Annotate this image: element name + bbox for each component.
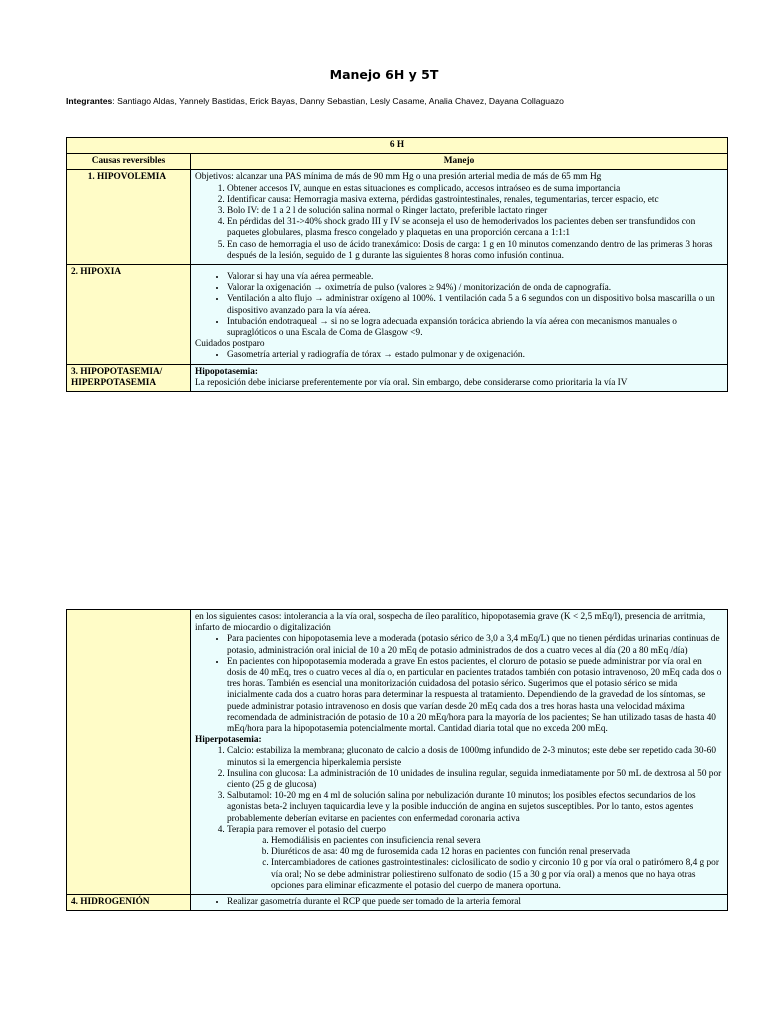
hipoxia-label: 2. HIPOXIA [67,265,191,365]
list-item: • Intubación endotraqueal → si no se logra adecuada expansión torácica abriendo la vía aérea con mecanismos manuales o supraglóticos o una Escala de Coma de Glasgow <9. [227,317,723,339]
table-header: 6 H [67,138,728,154]
list-item: • Valorar la oxigenación → oximetría de pulso (valores ≥ 94%) / monitorización de onda de capnografía. [227,283,723,294]
cell-hipovolemia-management [191,170,728,265]
list-item: • Gasometría arterial y radiografía de tórax → estado pulmonar y de oxigenación. [227,350,723,361]
hipopotasemia-text: La reposición debe iniciarse preferentemente por vía oral. Sin embargo, debe considerarse como prioritaria la vía IV [195,377,628,388]
hipopotasemia-title: Hipopotasemia: [195,366,259,377]
list-item: • Valorar si hay una vía aérea permeable. [227,272,723,283]
list-item: • Ventilación a alto flujo → administrar oxígeno al 100%. 1 ventilación cada 5 a 6 segundos con un dispositivo bolsa mascarilla o un dispositivo avanzado para la vía aérea. [227,294,723,316]
list-item: 3. Salbutamol: 10-20 mg en 4 ml de solución salina por nebulización durante 10 minutos; los posibles efectos secundarios de los agonistas beta-2 incluyen taquicardia leve y la posible inducción de angina en sujetos susceptibles. Por lo tanto, estos agentes probablemente deberían evitarse en pacientes con enfermedad coronaria activa [227,791,723,825]
list-item: 1. Calcio: estabiliza la membrana; gluconato de calcio a dosis de 1000mg infundido de 2-3 minutos; este debe ser repetido cada 30-60 minutos si la emergencia hiperkalemia persiste [227,746,723,768]
list-item: 4. En pérdidas del 31->40% shock grado III y IV se aconseja el uso de hemoderivados los pacientes deben ser transfundidos con paquetes globulares, plasma fresco congelado y plaquetas en una proporción cercana a 1:1:1 [227,217,723,239]
potasio-label: 3. HIPOPOTASEMIA/ HIPERPOTASEMIA [67,364,191,391]
list-item: c. Intercambiadores de cationes gastrointestinales: ciclosilicato de sodio y circonio 10 g por vía oral o patirómero 8,4 g por vía oral; No se debe administrar poliestireno sulfonato de sodio (15 a 30 g por vía oral) a menos que no haya otras opciones para eliminar eficazmente el potasio del cuerpo de manera oportuna. [271,858,723,892]
postparo-label: Cuidados postparo [195,339,265,350]
hipovolemia-label: 1. HIPOVOLEMIA [97,172,186,183]
members-line [66,96,564,106]
cell-hidrogenion-management [191,895,728,911]
page-title: Manejo 6H y 5T [329,67,439,82]
list-item: • En pacientes con hipopotasemia moderada a grave En estos pacientes, el cloruro de potasio se puede administrar por vía oral en dosis de 40 mEq, tres o cuatro veces al día o, en particular en pacientes tratados también con potasio intravenoso, 20 mEq cada dos o tres horas. También es esencial una monitorización cuidadosa del potasio sérico. Sugerimos que el potasio sérico se mida inicialmente cada dos a cuatro horas para determinar la respuesta al tratamiento. Dependiendo de la gravedad de los síntomas, se puede administrar potasio intravenoso en dosis que varían desde 20 mEq cada dos a tres horas hasta una velocidad máxima recomendada de administración de potasio de 10 a 20 mEq/hora para la mayoría de los pacientes; Se han utilizado tasas de hasta 40 mEq/hora para la hipopotasemia potencialmente mortal. Cantidad diaria total que no exceda 200 mEq. [227,657,723,735]
table-row-hidrogenion [67,895,728,911]
table-6h-page1 [66,137,728,392]
list-item: 5. En caso de hemorragia el uso de ácido tranexámico: Dosis de carga: 1 g en 10 minutos comenzando dentro de las primeras 3 horas después de la lesión, seguido de 1 g durante las siguientes 8 horas como infusión continua. [227,240,723,262]
list-item: • Para pacientes con hipopotasemia leve a moderada (potasio sérico de 3,0 a 3,4 mEq/L) que no tienen pérdidas urinarias continuas de potasio, administración oral inicial de 10 a 20 mEq de potasio administrados de dos a cuatro veces al día (20 a 80 mEq /día) [227,634,723,656]
hiperpotasemia-title: Hiperpotasemia: [195,735,262,746]
list-item: 1. Obtener accesos IV, aunque en estas situaciones es complicado, accesos intraóseo es de suma importancia [227,184,723,195]
table-row-hipovolemia [67,170,728,265]
cell-hipoxia-management [191,265,728,365]
table-row-potasio-cont [67,610,728,895]
cell-potasio-management [191,364,728,391]
members-label: Integrantes [66,96,113,106]
cell-potasio-label-empty [67,610,191,895]
list-item: b. Diuréticos de asa: 40 mg de furosemida cada 12 horas en pacientes con función renal preservada [271,847,723,858]
members-names: : Santiago Aldas, Yannely Bastidas, Erick Bayas, Danny Sebastian, Lesly Casame, Analia Chavez, Dayana Collaguazo [112,96,564,106]
list-item: 3. Bolo IV: de 1 a 2 l de solución salina normal o Ringer lactato, preferible lactato ringer [227,206,723,217]
cell-potasio-management-cont [191,610,728,895]
cell-hipovolemia-label [67,170,191,265]
list-item: 2. Identificar causa: Hemorragia masiva externa, pérdidas gastrointestinales, renales, tegumentarias, tercer espacio, etc [227,195,723,206]
column-header-management: Manejo [191,154,728,170]
hipopotasemia-cont: en los siguientes casos: intolerancia a la vía oral, sospecha de íleo paralítico, hipopotasemia grave (K < 2,5 mEq/l), presencia de arritmia, infarto de miocardio o digitalización [195,612,706,634]
list-item: • Realizar gasometría durante el RCP que puede ser tomado de la arteria femoral [227,897,723,908]
hipovolemia-intro: Objetivos: alcanzar una PAS mínima de más de 90 mm Hg o una presión arterial media de más de 65 mm Hg [195,172,602,183]
column-header-causes: Causas reversibles [67,154,191,170]
table-6h-page2 [66,609,728,911]
removal-title: Terapia para remover el potasio del cuerpo [227,824,386,835]
list-item: a. Hemodiálisis en pacientes con insuficiencia renal severa [271,836,723,847]
table-row-potasio [67,364,728,391]
list-item [227,825,723,892]
table-row-hipoxia [67,265,728,365]
list-item: 2. Insulina con glucosa: La administración de 10 unidades de insulina regular, seguida inmediatamente por 50 mL de dextrosa al 50 por ciento (25 g de glucosa) [227,769,723,791]
hidrogenion-label: 4. HIDROGENIÓN [67,895,191,911]
